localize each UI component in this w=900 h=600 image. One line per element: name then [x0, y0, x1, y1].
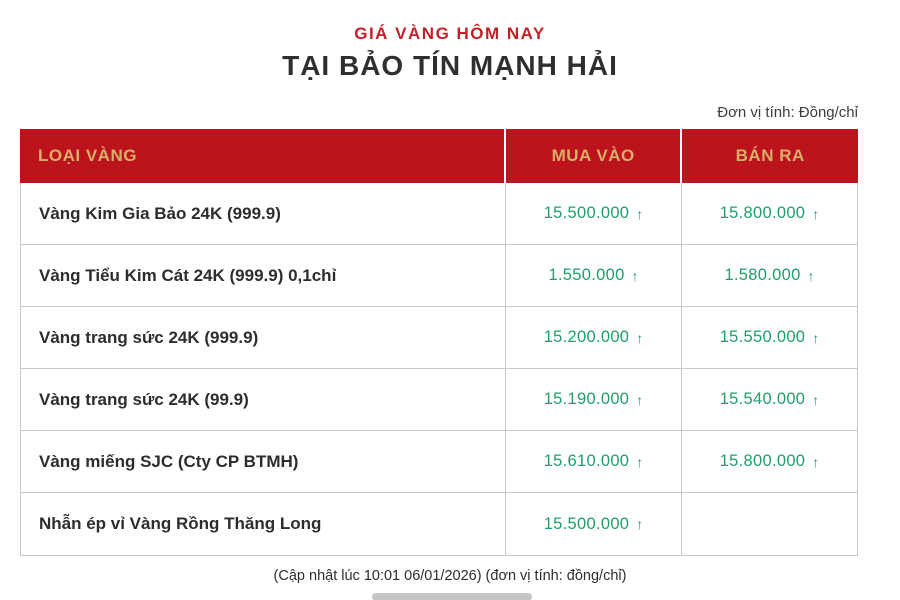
- buy-price: 1.550.000: [548, 266, 625, 284]
- up-arrow-icon: ↑: [631, 267, 639, 284]
- page-header: [0, 0, 900, 82]
- sell-price-cell: [681, 307, 857, 368]
- buy-price: 15.500.000: [543, 514, 630, 533]
- up-arrow-icon: ↑: [812, 391, 820, 408]
- sell-price: 15.540.000: [719, 390, 806, 408]
- buy-price: 15.500.000: [543, 204, 630, 222]
- buy-price-cell: [505, 493, 681, 555]
- up-arrow-icon: ↑: [812, 329, 820, 346]
- buy-price-cell: [505, 369, 681, 430]
- buy-price-cell: [505, 183, 681, 244]
- buy-price-cell: [505, 431, 681, 492]
- table-row: [21, 307, 857, 369]
- sell-price-cell: [681, 369, 857, 430]
- gold-type-label: Vàng Kim Gia Bảo 24K (999.9): [39, 203, 281, 223]
- gold-price-table: [20, 129, 858, 556]
- up-arrow-icon: ↑: [636, 329, 644, 346]
- buy-price: 15.190.000: [543, 390, 630, 408]
- sell-price: 15.800.000: [719, 204, 806, 222]
- sell-price-cell: [681, 493, 857, 555]
- up-arrow-icon: ↑: [636, 391, 644, 408]
- buy-price-cell: [505, 245, 681, 306]
- up-arrow-icon: ↑: [812, 453, 820, 470]
- gold-type-label: Vàng miếng SJC (Cty CP BTMH): [39, 451, 299, 471]
- sell-price: 1.580.000: [724, 266, 801, 284]
- column-header-loai-vang: LOẠI VÀNG: [20, 129, 504, 183]
- buy-price-cell: [505, 307, 681, 368]
- sell-price: 15.550.000: [719, 328, 806, 346]
- buy-price: 15.610.000: [543, 452, 630, 470]
- up-arrow-icon: ↑: [807, 267, 815, 284]
- table-row: [21, 493, 857, 555]
- gold-type-label: Nhẫn ép vỉ Vàng Rồng Thăng Long: [39, 514, 322, 533]
- page-title-small: GIÁ VÀNG HÔM NAY: [354, 24, 546, 43]
- up-arrow-icon: ↑: [636, 516, 644, 532]
- sell-price: 15.800.000: [719, 452, 806, 470]
- sell-price-cell: [681, 431, 857, 492]
- table-row: [21, 245, 857, 307]
- up-arrow-icon: ↑: [636, 453, 644, 470]
- horizontal-scrollbar-thumb[interactable]: [372, 593, 532, 600]
- sell-price-cell: [681, 183, 857, 244]
- table-row: [21, 369, 857, 431]
- up-arrow-icon: ↑: [636, 205, 644, 222]
- gold-type-label: Vàng trang sức 24K (999.9): [39, 327, 259, 347]
- buy-price: 15.200.000: [543, 328, 630, 346]
- update-timestamp-note: (Cập nhật lúc 10:01 06/01/2026) (đơn vị tính: đồng/chỉ): [273, 568, 627, 584]
- table-row: [21, 431, 857, 493]
- table-body: [20, 183, 858, 556]
- table-row: [21, 183, 857, 245]
- sell-price-cell: [681, 245, 857, 306]
- up-arrow-icon: ↑: [812, 205, 820, 222]
- column-header-ban-ra: BÁN RA: [682, 129, 858, 183]
- column-header-mua-vao: MUA VÀO: [506, 129, 681, 183]
- gold-type-label: Vàng Tiểu Kim Cát 24K (999.9) 0,1chỉ: [39, 265, 337, 285]
- table-header-row: [20, 129, 858, 183]
- unit-note: Đơn vị tính: Đồng/chỉ: [717, 104, 858, 121]
- gold-type-label: Vàng trang sức 24K (99.9): [39, 389, 249, 409]
- page-title: TẠI BẢO TÍN MẠNH HẢI: [282, 50, 618, 81]
